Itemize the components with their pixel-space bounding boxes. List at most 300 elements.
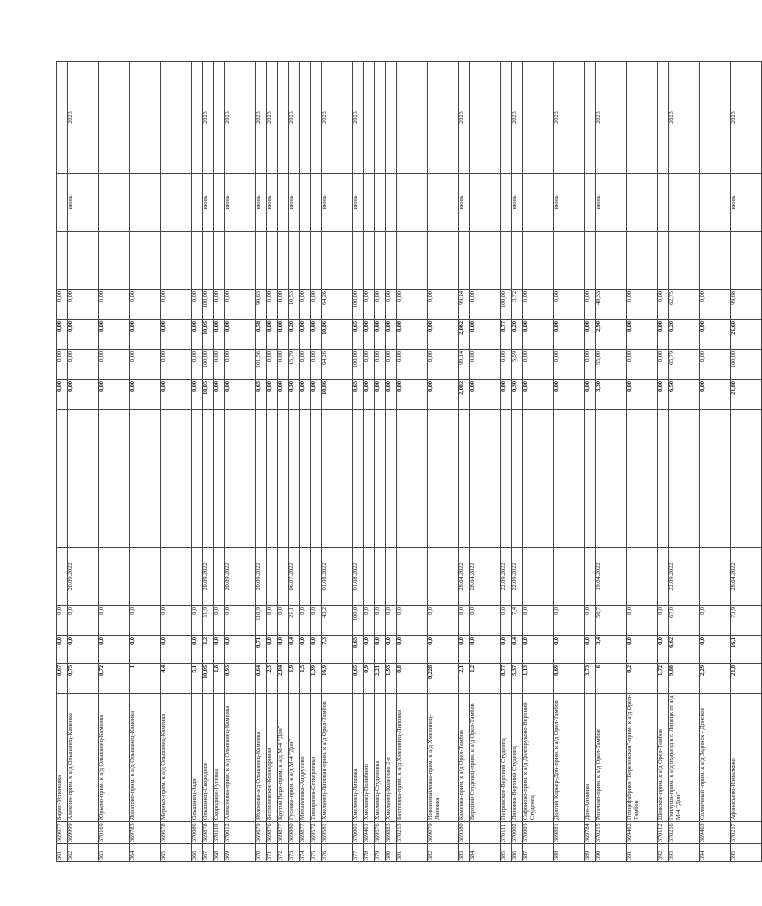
year-cell [130, 62, 161, 174]
month-cell [300, 174, 311, 232]
value-a: 0,0 [386, 636, 397, 664]
road-length: 1,2 [470, 664, 501, 694]
value-a: 0,0 [364, 636, 375, 664]
value-c: 0,00 [267, 380, 278, 410]
value-a: 1,2 [203, 636, 214, 664]
value-f: 100,00 [501, 290, 512, 320]
year-cell [161, 62, 192, 174]
value-c: 0,00 [225, 380, 256, 410]
month-cell [278, 174, 289, 232]
value-d: 0,00 [192, 350, 203, 380]
road-name: Шовское-прим. к а/д Орел-Тамбов [658, 694, 669, 822]
spacer-cell-2 [192, 232, 203, 290]
road-code: 370111 [501, 822, 512, 844]
year-cell [192, 62, 203, 174]
row-number: 369 [225, 844, 256, 862]
row-number: 381 [397, 844, 428, 862]
table-row [512, 62, 523, 862]
table-row [57, 62, 68, 862]
row-number: 371 [267, 844, 278, 862]
road-code: 369581 [322, 822, 353, 844]
value-d: 0,00 [627, 350, 658, 380]
value-c: 21,80 [731, 380, 762, 410]
spacer-cell [731, 410, 762, 548]
value-a: 0,0 [311, 636, 322, 664]
value-a: 0,0 [470, 636, 501, 664]
row-number: 383 [459, 844, 470, 862]
value-b: 0,0 [68, 606, 99, 636]
road-name: Тимирязев-Сеткерлевка [311, 694, 322, 822]
date-cell: 28.04.2022 [459, 548, 470, 606]
year-cell: 2023 [68, 62, 99, 174]
road-length: 10,05 [203, 664, 214, 694]
value-a: 0,0 [214, 636, 225, 664]
year-cell [57, 62, 68, 174]
value-f: 0,00 [214, 290, 225, 320]
month-cell: июнь [322, 174, 353, 232]
month-cell [375, 174, 386, 232]
month-cell [130, 174, 161, 232]
spacer-cell [203, 410, 214, 548]
value-a: 0,0 [397, 636, 428, 664]
road-length: 8,69 [554, 664, 585, 694]
spacer-cell-2 [68, 232, 99, 290]
value-f: 0,00 [68, 290, 99, 320]
spacer-cell-2 [311, 232, 322, 290]
year-cell [428, 62, 459, 174]
value-e: 0,00 [300, 320, 311, 350]
value-a: 0,0 [375, 636, 386, 664]
row-number: 365 [161, 844, 192, 862]
row-number: 374 [300, 844, 311, 862]
spacer-cell [627, 410, 658, 548]
value-e: 0,58 [256, 320, 267, 350]
month-cell: июнь [267, 174, 278, 232]
value-c: 10,86 [322, 380, 353, 410]
date-cell [375, 548, 386, 606]
row-number: 379 [375, 844, 386, 862]
road-length: 2,21 [375, 664, 386, 694]
value-b: 0,0 [501, 606, 512, 636]
value-d: 99,14 [459, 350, 470, 380]
value-d: 15,79 [289, 350, 300, 380]
value-c: 0,00 [364, 380, 375, 410]
value-c: 0,00 [397, 380, 428, 410]
date-cell [386, 548, 397, 606]
year-cell: 2023 [203, 62, 214, 174]
road-length: 1,8 [214, 664, 225, 694]
value-e: 0,00 [68, 320, 99, 350]
road-name: Хмелинец-Липовка [353, 694, 364, 822]
row-number: 394 [700, 844, 731, 862]
date-cell [192, 548, 203, 606]
table-row [300, 62, 311, 862]
road-code: 369883 [386, 822, 397, 844]
road-length: 1,13 [523, 664, 554, 694]
date-cell [428, 548, 459, 606]
value-f: 0,00 [130, 290, 161, 320]
value-e: 0,00 [397, 320, 428, 350]
value-f: 3,72 [512, 290, 523, 320]
value-f: 0,00 [470, 290, 501, 320]
spacer-cell [225, 410, 256, 548]
month-cell: июнь [68, 174, 99, 232]
spacer-cell-2 [214, 232, 225, 290]
road-name: Гусевка-прим. к а/д М-4 "Дон" [289, 694, 300, 822]
table-row [99, 62, 130, 862]
value-e: 0,00 [311, 320, 322, 350]
road-code: 370112 [658, 822, 669, 844]
row-number: 361 [57, 844, 68, 862]
table-row [225, 62, 256, 862]
spacer-cell-2 [225, 232, 256, 290]
road-name: Липовка-Верхний Студенец [512, 694, 523, 822]
date-cell: 19.04.2022 [596, 548, 627, 606]
year-cell: 2023 [267, 62, 278, 174]
row-number: 388 [554, 844, 585, 862]
road-length: 16,9 [322, 664, 353, 694]
value-a: 0,0 [459, 636, 470, 664]
value-e: 8,77 [501, 320, 512, 350]
road-length: 0,64 [256, 664, 267, 694]
row-number: 376 [322, 844, 353, 862]
date-cell [397, 548, 428, 606]
value-e: 0,20 [289, 320, 300, 350]
date-cell [278, 548, 289, 606]
value-d: 100,00 [203, 350, 214, 380]
road-length: 0,2 [627, 664, 658, 694]
value-d: 0,00 [470, 350, 501, 380]
road-code: 369079 [428, 822, 459, 844]
value-d: 0,00 [57, 350, 68, 380]
month-cell [669, 174, 700, 232]
value-d: 0,00 [397, 350, 428, 380]
road-length: 0,65 [353, 664, 364, 694]
date-cell [130, 548, 161, 606]
value-d: 0,00 [225, 350, 256, 380]
value-b: 0,0 [375, 606, 386, 636]
value-e: 0,00 [700, 320, 731, 350]
value-e: 0,00 [523, 320, 554, 350]
value-d: 55,00 [596, 350, 627, 380]
date-cell: 22.09.2022 [501, 548, 512, 606]
value-e: 0,00 [470, 320, 501, 350]
year-cell: 2023 [459, 62, 470, 174]
year-cell [627, 62, 658, 174]
month-cell [364, 174, 375, 232]
value-c: 0,00 [554, 380, 585, 410]
value-b: 0,0 [554, 606, 585, 636]
spacer-cell [214, 410, 225, 548]
value-c: 0,00 [130, 380, 161, 410]
table-row [669, 62, 700, 862]
row-number: 390 [596, 844, 627, 862]
value-c: 0,65 [353, 380, 364, 410]
value-e: 0,00 [99, 320, 130, 350]
month-cell: июнь [731, 174, 762, 232]
road-code: 370001 [353, 822, 364, 844]
month-cell [57, 174, 68, 232]
road-length: 0,8 [397, 664, 428, 694]
value-f: 0,00 [658, 290, 669, 320]
spacer-cell [161, 410, 192, 548]
value-b: 0,0 [470, 606, 501, 636]
spacer-cell [669, 410, 700, 548]
value-d: 0,00 [278, 350, 289, 380]
table-row [322, 62, 353, 862]
spacer-cell [68, 410, 99, 548]
month-cell [311, 174, 322, 232]
value-c: 0,00 [311, 380, 322, 410]
date-cell: 20.09.2022 [225, 548, 256, 606]
road-code: 369784 [585, 822, 596, 844]
value-d: 0,00 [501, 350, 512, 380]
value-e: 0,00 [554, 320, 585, 350]
value-f: 99,14 [459, 290, 470, 320]
spacer-cell [57, 410, 68, 548]
value-b: 0,0 [364, 606, 375, 636]
spacer-cell-2 [658, 232, 669, 290]
value-b: 0,0 [523, 606, 554, 636]
spacer-cell-2 [470, 232, 501, 290]
spacer-cell-2 [300, 232, 311, 290]
table-row [130, 62, 161, 862]
spacer-cell-2 [512, 232, 523, 290]
year-cell [99, 62, 130, 174]
road-length: 0,93 [225, 664, 256, 694]
year-cell [470, 62, 501, 174]
value-a: 0,0 [99, 636, 130, 664]
spacer-cell [322, 410, 353, 548]
road-name: Хмелинец-Липовая-прим. к а/д Орел-Тамбов [322, 694, 353, 822]
year-cell: 2023 [353, 62, 364, 174]
value-d: 0,00 [161, 350, 192, 380]
road-name: Рогачево-прим. к а/д Орел-Тамбов [596, 694, 627, 822]
value-d: 5,59 [512, 350, 523, 380]
table-row [267, 62, 278, 862]
month-cell: июнь [596, 174, 627, 232]
row-number: 378 [364, 844, 375, 862]
road-length: 2,1 [459, 664, 470, 694]
value-e: 0,00 [278, 320, 289, 350]
value-f: 99,08 [731, 290, 762, 320]
value-f: 0,00 [99, 290, 130, 320]
road-code: 369679 [256, 822, 267, 844]
spacer-cell-2 [501, 232, 512, 290]
value-b: 0,0 [130, 606, 161, 636]
spacer-cell-2 [57, 232, 68, 290]
road-code: 370215 [596, 822, 627, 844]
value-e: 0,00 [192, 320, 203, 350]
row-number: 373 [289, 844, 300, 862]
year-cell: 2023 [512, 62, 523, 174]
road-length: 3,73 [585, 664, 596, 694]
road-name: Гнилуша-прим. к а/д подъезд к г. Липецк от а/д М-4 "Дон" [669, 694, 700, 822]
spacer-cell-2 [278, 232, 289, 290]
value-f: 62,75 [669, 290, 700, 320]
road-name: Алексин-прим. к а/д Ольшанец-Каменка [68, 694, 99, 822]
road-length: 1,39 [311, 664, 322, 694]
road-name: Михайловка-Андрусово [300, 694, 311, 822]
value-a: 0,0 [68, 636, 99, 664]
road-length: 0,72 [99, 664, 130, 694]
month-cell [386, 174, 397, 232]
value-c: 0,00 [68, 380, 99, 410]
spacer-cell [470, 410, 501, 548]
value-d: 0,00 [428, 350, 459, 380]
row-number: 362 [68, 844, 99, 862]
table-row [203, 62, 214, 862]
row-number: 385 [501, 844, 512, 862]
road-name: Сафоново-прим. к а/д Долгоруково-Верхний Студенец [523, 694, 554, 822]
year-cell [311, 62, 322, 174]
road-name: Долгий Карьер-Дон-прим. к а/д Орел-Тамбов [554, 694, 585, 822]
month-cell [658, 174, 669, 232]
value-a: 3,4 [596, 636, 627, 664]
value-e: 0,65 [353, 320, 364, 350]
date-cell [267, 548, 278, 606]
row-number: 380 [386, 844, 397, 862]
value-e: 0,00 [364, 320, 375, 350]
year-cell [585, 62, 596, 174]
month-cell [161, 174, 192, 232]
road-name: Крутой Верх-прим. к а/д М-4 "Дон" [278, 694, 289, 822]
value-d: 0,00 [375, 350, 386, 380]
date-cell [311, 548, 322, 606]
value-d: 0,00 [267, 350, 278, 380]
value-e: 2,90 [596, 320, 627, 350]
month-cell: июнь [512, 174, 523, 232]
month-cell [700, 174, 731, 232]
road-code: 369463 [700, 822, 731, 844]
date-cell: 28.04.2022 [470, 548, 501, 606]
value-c: 0,00 [278, 380, 289, 410]
value-e: 10,05 [203, 320, 214, 350]
road-length: 1,72 [658, 664, 669, 694]
road-length: 21,8 [731, 664, 762, 694]
month-cell [501, 174, 512, 232]
value-d: 0,00 [700, 350, 731, 380]
value-c: 0,00 [386, 380, 397, 410]
value-f: 100,00 [353, 290, 364, 320]
table-row [731, 62, 762, 862]
row-number: 391 [627, 844, 658, 862]
value-d: 100,00 [731, 350, 762, 380]
road-length: 1 [130, 664, 161, 694]
value-e: 0,00 [225, 320, 256, 350]
table-row [375, 62, 386, 862]
value-f: 0,00 [300, 290, 311, 320]
value-a: 0,0 [192, 636, 203, 664]
spacer-cell [554, 410, 585, 548]
value-c: 0,00 [214, 380, 225, 410]
road-name: Алексеевка-прим. к а/д Ольшанец-Каменка [225, 694, 256, 822]
spacer-cell [700, 410, 731, 548]
spacer-cell [300, 410, 311, 548]
spacer-cell-2 [99, 232, 130, 290]
value-f: 0,00 [192, 290, 203, 320]
value-a: 0,0 [161, 636, 192, 664]
value-d: 0,00 [364, 350, 375, 380]
date-cell [364, 548, 375, 606]
spacer-cell [585, 410, 596, 548]
value-c: 0,00 [501, 380, 512, 410]
value-f: 0,00 [700, 290, 731, 320]
table-row [161, 62, 192, 862]
table-row [68, 62, 99, 862]
value-b: 0,0 [192, 606, 203, 636]
value-a: 0,4 [512, 636, 523, 664]
date-cell [99, 548, 130, 606]
year-cell: 2023 [256, 62, 267, 174]
value-d: 0,00 [585, 350, 596, 380]
value-b: 0,0 [300, 606, 311, 636]
value-e: 0,00 [214, 320, 225, 350]
value-f: 0,00 [225, 290, 256, 320]
road-name: Афанасьево-Измалково [731, 694, 762, 822]
row-number: 382 [428, 844, 459, 862]
value-c: 0,00 [375, 380, 386, 410]
year-cell [397, 62, 428, 174]
row-number: 386 [512, 844, 523, 862]
date-cell [585, 548, 596, 606]
date-cell [161, 548, 192, 606]
value-c: 0,00 [192, 380, 203, 410]
date-cell [300, 548, 311, 606]
value-a: 0,0 [523, 636, 554, 664]
value-b: 0,0 [658, 606, 669, 636]
row-number: 375 [311, 844, 322, 862]
value-a: 0,0 [554, 636, 585, 664]
road-name: Дон-Аннинка [585, 694, 596, 822]
road-code: 369380 [459, 822, 470, 844]
value-b: 0,0 [386, 606, 397, 636]
month-cell: июнь [353, 174, 364, 232]
year-cell [501, 62, 512, 174]
value-e: 10,86 [322, 320, 353, 350]
table-frame [56, 62, 737, 862]
value-f: 100,00 [203, 290, 214, 320]
road-length: 5,1 [192, 664, 203, 694]
date-cell: 20.09.2022 [256, 548, 267, 606]
value-b: 0,0 [267, 606, 278, 636]
value-b: 0,0 [225, 606, 256, 636]
table-row [459, 62, 470, 862]
year-cell [375, 62, 386, 174]
road-code: 369877 [300, 822, 311, 844]
spacer-cell [289, 410, 300, 548]
month-cell [585, 174, 596, 232]
value-b: 0,0 [278, 606, 289, 636]
value-a: 0,0 [130, 636, 161, 664]
value-c: 0,00 [700, 380, 731, 410]
date-cell [523, 548, 554, 606]
value-b: 0,0 [99, 606, 130, 636]
spacer-cell-2 [353, 232, 364, 290]
road-length: 6 [596, 664, 627, 694]
value-b: 11,9 [203, 606, 214, 636]
road-name: Солнечный -прим. к а/д Задонск - Донское [700, 694, 731, 822]
value-d: 0,00 [658, 350, 669, 380]
road-length: 8,77 [501, 664, 512, 694]
date-cell [700, 548, 731, 606]
value-e: 0,00 [428, 320, 459, 350]
table-row [364, 62, 375, 862]
spacer-cell-2 [585, 232, 596, 290]
spacer-cell [375, 410, 386, 548]
road-code: 370216 [669, 822, 700, 844]
value-e: 0,00 [386, 320, 397, 350]
